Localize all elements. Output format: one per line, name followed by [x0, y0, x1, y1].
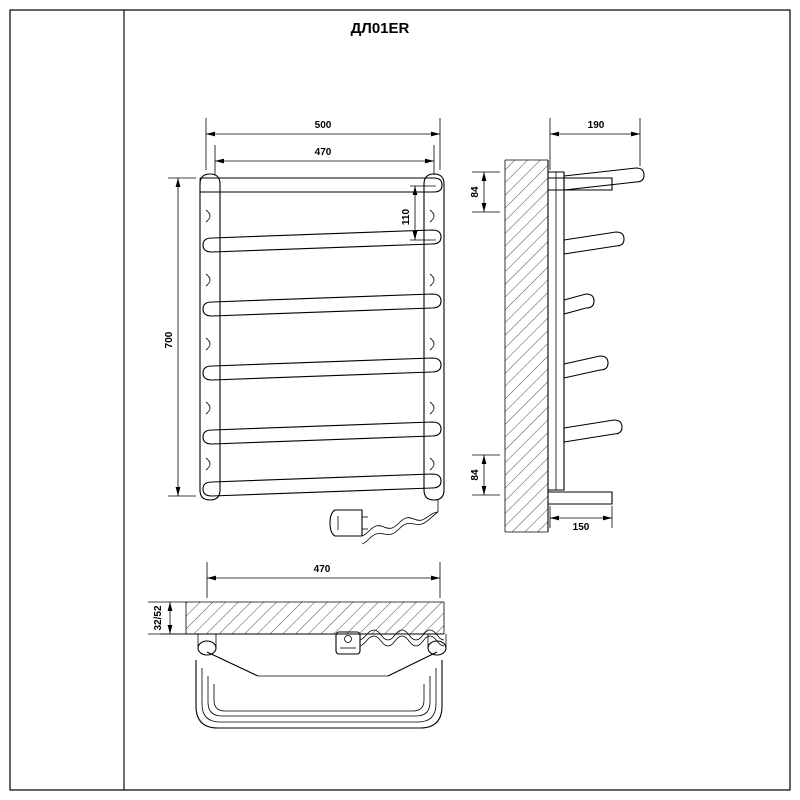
dimension-470-plan-label: 470: [313, 564, 331, 575]
dimension-500: [206, 118, 440, 170]
front-rails-group: [203, 230, 441, 496]
dimension-32-52-label: 32/52: [153, 605, 164, 631]
dimension-700: [164, 178, 196, 496]
dimension-84-lower-label: 84: [470, 469, 481, 481]
plan-arm-left: [207, 652, 258, 676]
plan-outline-1: [196, 660, 442, 728]
front-elevation-view: [164, 118, 444, 544]
dimension-470-label: 470: [314, 147, 332, 158]
front-left-joint-1: [206, 210, 210, 222]
dimension-190: [550, 118, 640, 170]
dimension-190-label: 190: [587, 120, 605, 131]
plan-outline-3: [208, 676, 430, 716]
dimension-84-upper: [470, 172, 500, 212]
front-rail-3: [203, 294, 441, 316]
side-rail-1: [564, 168, 644, 190]
dimension-470-plan: [207, 562, 440, 598]
front-rail-1: [200, 178, 442, 192]
dimension-110: [401, 186, 436, 240]
power-plug: [330, 510, 368, 536]
drawing-title: ДЛ01ER: [350, 20, 410, 37]
plan-outline-4: [214, 684, 424, 711]
front-rail-5: [203, 422, 441, 444]
side-bracket-bottom: [548, 492, 612, 504]
front-rail-6: [203, 474, 441, 496]
front-left-joint-2: [206, 274, 210, 286]
side-rail-4: [564, 356, 608, 378]
front-right-joint-4: [430, 402, 434, 414]
front-right-joint-2: [430, 274, 434, 286]
side-rails-group: [564, 168, 644, 442]
dimension-110-label: 110: [401, 208, 412, 226]
side-rail-3: [564, 294, 594, 314]
front-rail-4: [203, 358, 441, 380]
front-left-joint-5: [206, 458, 210, 470]
sheet-outer-border: [10, 10, 790, 790]
dimension-500-label: 500: [314, 120, 332, 131]
front-right-joint-5: [430, 458, 434, 470]
plan-mount-right: [428, 641, 446, 655]
plan-mount-left: [198, 641, 216, 655]
power-cord-coil: [362, 512, 438, 544]
dimension-150-label: 150: [572, 522, 590, 533]
dimension-32-52: [148, 602, 186, 634]
dimension-84-lower: [470, 455, 500, 495]
side-rail-5: [564, 420, 622, 442]
dimension-470: [215, 145, 434, 175]
front-rail-2: [203, 230, 441, 252]
plan-arm-right: [388, 652, 437, 676]
front-left-joint-3: [206, 338, 210, 350]
dimension-84-upper-label: 84: [470, 186, 481, 198]
side-elevation-view: [470, 118, 644, 533]
side-rail-2: [564, 232, 624, 254]
plan-switch-box: [336, 632, 360, 654]
dimension-700-label: 700: [164, 331, 175, 349]
side-wall-hatching: [505, 160, 548, 532]
front-left-joint-4: [206, 402, 210, 414]
front-right-post: [424, 174, 444, 500]
front-right-joint-3: [430, 338, 434, 350]
plan-wall-hatching: [186, 602, 444, 634]
front-left-post: [200, 174, 220, 500]
dimension-150: [550, 506, 612, 533]
front-right-joint-1: [430, 210, 434, 222]
top-plan-view: [148, 562, 446, 728]
